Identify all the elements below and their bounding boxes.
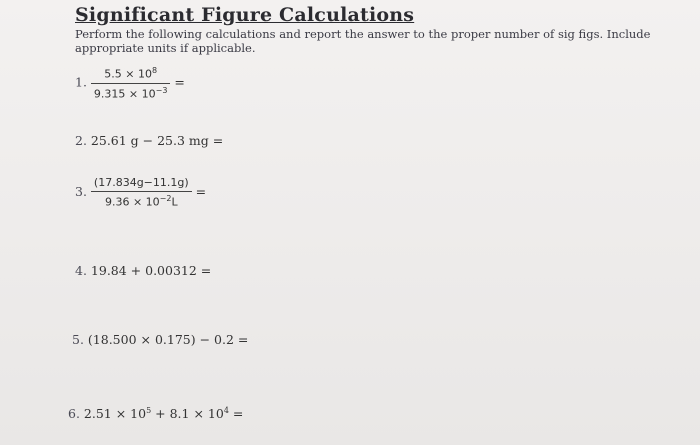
problem-number: 1. [75, 74, 87, 90]
problem-3 [75, 176, 206, 209]
problem-expression: (18.500 × 0.175) − 0.2 = [87, 332, 249, 347]
equals-sign: = [174, 74, 185, 90]
problem-4 [75, 263, 211, 278]
problem-expression: 25.61 g − 25.3 mg = [90, 133, 224, 148]
problem-6 [68, 406, 243, 421]
denominator: $9.315 \times 10^{-3}$ [93, 85, 168, 101]
numerator: (17.834g−11.1g) [91, 176, 192, 192]
problem-expression: 19.84 + 0.00312 = [90, 263, 212, 278]
problem-number: 2. [75, 133, 87, 148]
problem-2 [75, 133, 223, 148]
problem-1 [75, 66, 185, 100]
fraction [91, 66, 171, 100]
problem-5 [72, 332, 248, 347]
problem-number: 3. [75, 183, 87, 199]
problem-number: 5. [72, 332, 84, 347]
problem-number: 4. [75, 263, 87, 278]
equals-sign: = [195, 183, 207, 199]
instructions-text: Perform the following calculations and report the answer to the proper number of sig figs. Include appropriate units if applicable. [75, 27, 651, 55]
fraction [91, 176, 192, 209]
numerator: $5.5 \times 10^8$ [91, 66, 171, 84]
denominator: $9.36 \times 10^{-2}L$ [104, 194, 178, 209]
worksheet-title: Significant Figure Calculations [75, 4, 415, 26]
problem-number: 6. [68, 406, 80, 422]
problem-expression: $2.51 \times 10^5 + 8.1 \times 10^4$ = [83, 406, 244, 422]
